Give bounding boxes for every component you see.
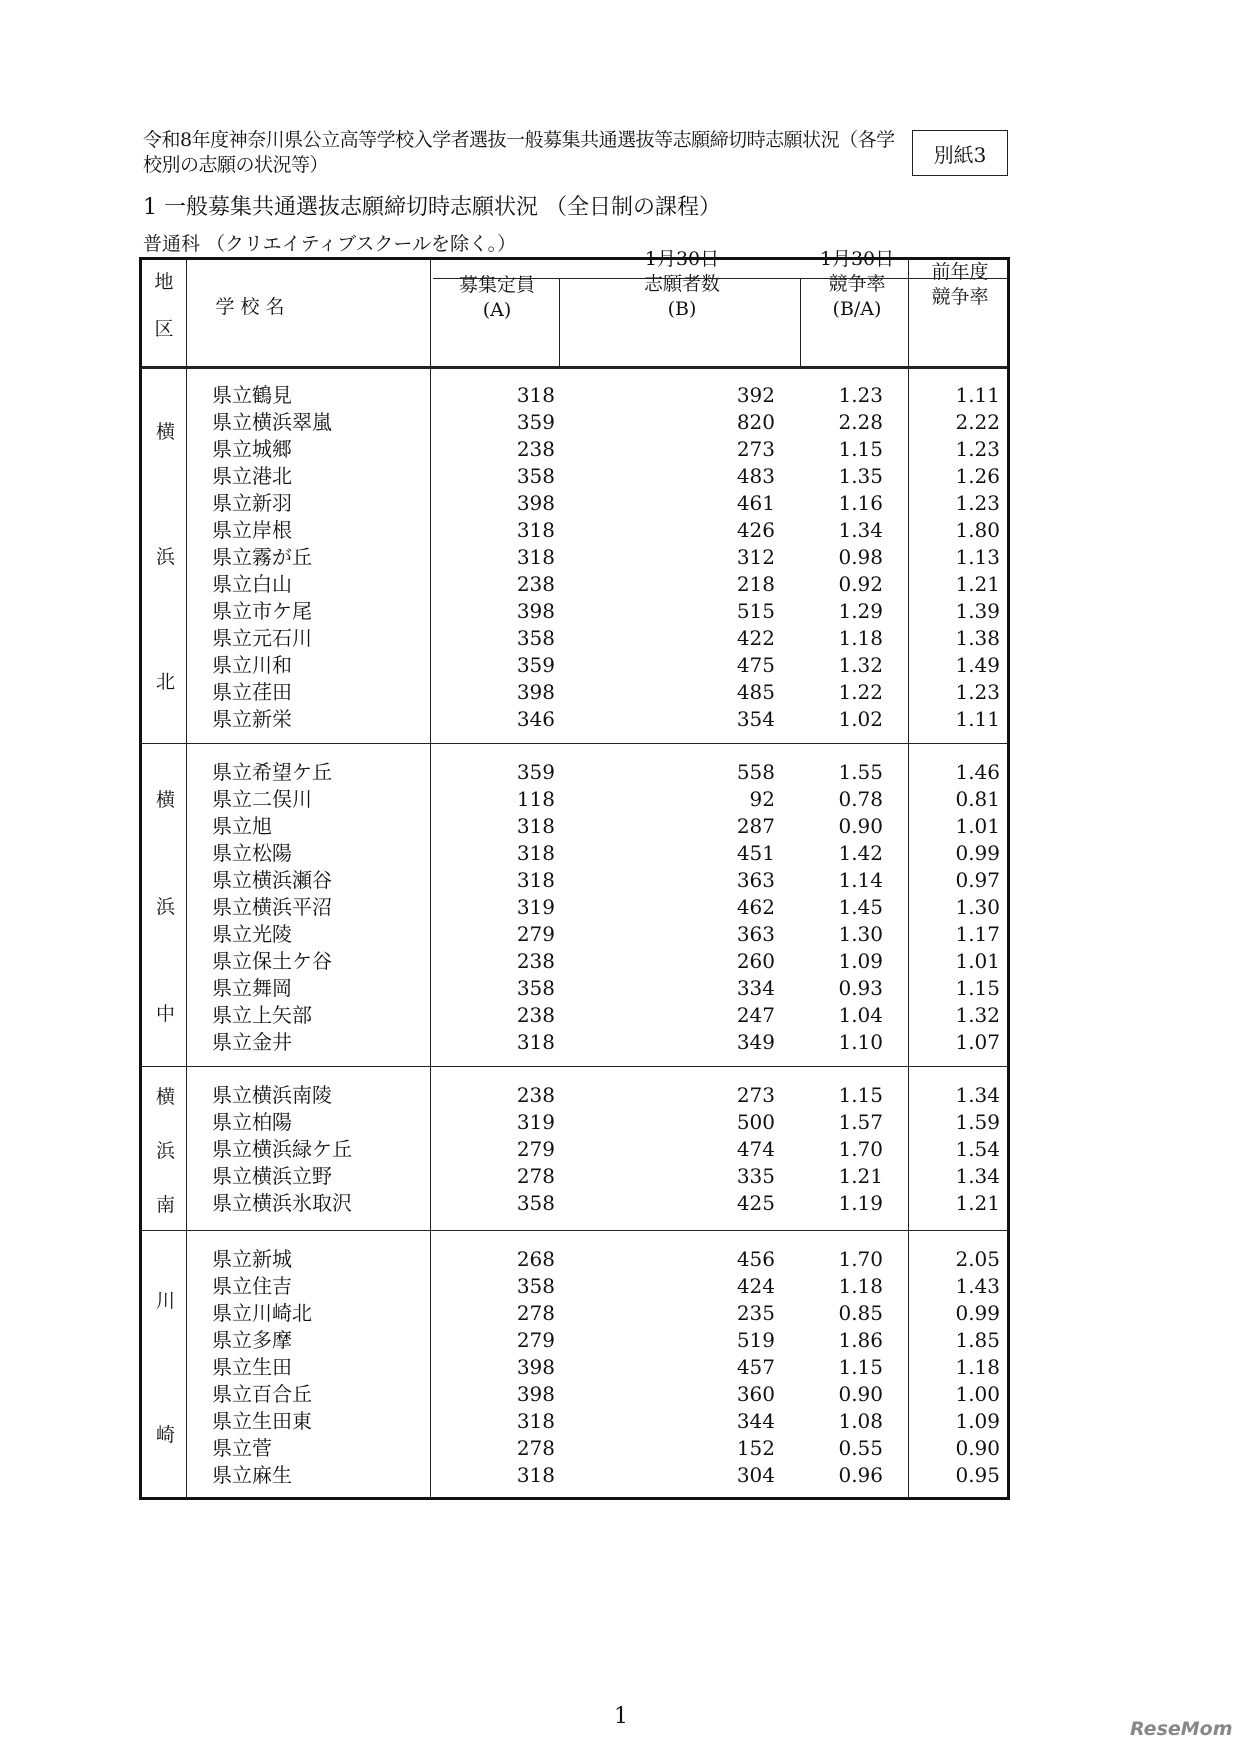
school-name: 県立霧が丘 [212, 545, 312, 569]
applicants-value: 363 [736, 868, 775, 892]
prev-ratio-value: 1.34 [955, 1083, 1000, 1107]
capacity-value: 318 [516, 868, 555, 892]
applicants-value: 92 [749, 787, 775, 811]
ratio-value: 1.70 [838, 1247, 883, 1271]
applicants-value: 457 [736, 1355, 775, 1379]
table-row [142, 1327, 1007, 1354]
school-name: 県立多摩 [212, 1328, 292, 1352]
prev-ratio-value: 0.90 [955, 1436, 1000, 1460]
table-row [142, 1163, 1007, 1190]
school-name: 県立金井 [212, 1030, 292, 1054]
school-name: 県立二俣川 [212, 787, 312, 811]
school-name: 県立鶴見 [212, 383, 292, 407]
table-row [142, 1082, 1007, 1109]
prev-ratio-value: 1.43 [955, 1274, 1000, 1298]
region-char: 横 [155, 421, 175, 443]
applicants-value: 820 [736, 410, 775, 434]
prev-ratio-value: 1.13 [955, 545, 1000, 569]
region-char: 浜 [155, 546, 175, 568]
ratio-value: 1.15 [838, 1083, 883, 1107]
ratio-value: 1.04 [838, 1003, 883, 1027]
capacity-value: 238 [516, 1003, 555, 1027]
header-applicants [562, 243, 802, 341]
applicants-value: 218 [736, 572, 775, 596]
header-ratio [803, 243, 911, 341]
region-char: 横 [155, 789, 175, 811]
table-row [142, 786, 1007, 813]
capacity-value: 318 [516, 1409, 555, 1433]
table-row [142, 706, 1007, 733]
capacity-value: 359 [516, 653, 555, 677]
prev-ratio-value: 1.80 [955, 518, 1000, 542]
capacity-value: 358 [516, 626, 555, 650]
applicants-value: 424 [736, 1274, 775, 1298]
header-subline [433, 278, 1007, 279]
school-name: 県立菅 [212, 1436, 272, 1460]
prev-ratio-value: 0.97 [955, 868, 1000, 892]
capacity-value: 359 [516, 410, 555, 434]
table-row [142, 1354, 1007, 1381]
ratio-value: 1.02 [838, 707, 883, 731]
region-char: 浜 [155, 896, 175, 918]
applicants-value: 500 [736, 1110, 775, 1134]
capacity-value: 238 [516, 572, 555, 596]
ratio-value: 1.19 [838, 1191, 883, 1215]
capacity-value: 398 [516, 1355, 555, 1379]
applicants-value: 425 [736, 1191, 775, 1215]
prev-ratio-value: 1.34 [955, 1164, 1000, 1188]
capacity-value: 118 [516, 787, 555, 811]
table-row [142, 1381, 1007, 1408]
table-row [142, 1462, 1007, 1489]
capacity-value: 358 [516, 1191, 555, 1215]
header-prev-1: 前年度 [931, 261, 989, 283]
prev-ratio-value: 1.00 [955, 1382, 1000, 1406]
prev-ratio-value: 1.23 [955, 680, 1000, 704]
header-area-1: 地 [154, 271, 174, 293]
region-char: 浜 [155, 1139, 175, 1162]
table-row [142, 1190, 1007, 1217]
header-ratio-1: 1月30日 [819, 248, 895, 270]
ratio-value: 1.30 [838, 922, 883, 946]
table-row [142, 975, 1007, 1002]
capacity-value: 318 [516, 383, 555, 407]
school-name: 県立横浜氷取沢 [212, 1191, 352, 1215]
ratio-value: 1.16 [838, 491, 883, 515]
capacity-value: 318 [516, 841, 555, 865]
prev-ratio-value: 0.81 [955, 787, 1000, 811]
school-name: 県立横浜緑ケ丘 [212, 1137, 352, 1161]
prev-ratio-value: 0.99 [955, 1301, 1000, 1325]
capacity-value: 358 [516, 464, 555, 488]
school-name: 県立柏陽 [212, 1110, 292, 1134]
applicants-value: 247 [736, 1003, 775, 1027]
prev-ratio-value: 0.95 [955, 1463, 1000, 1487]
table-row [142, 813, 1007, 840]
applicants-value: 515 [736, 599, 775, 623]
ratio-value: 1.18 [838, 626, 883, 650]
applicants-value: 363 [736, 922, 775, 946]
school-name: 県立舞岡 [212, 976, 292, 1000]
ratio-value: 1.08 [838, 1409, 883, 1433]
table-row [142, 1273, 1007, 1300]
applicants-value: 422 [736, 626, 775, 650]
ratio-value: 1.35 [838, 464, 883, 488]
ratio-value: 1.32 [838, 653, 883, 677]
table-row [142, 894, 1007, 921]
header-capacity-1: 募集定員 [458, 274, 535, 296]
header-applicants-3: (B) [667, 298, 697, 320]
capacity-value: 318 [516, 814, 555, 838]
table-row [142, 544, 1007, 571]
section-heading: 1 一般募集共通選抜志願締切時志願状況 （全日制の課程） [143, 195, 721, 220]
ratio-value: 1.45 [838, 895, 883, 919]
capacity-value: 398 [516, 491, 555, 515]
table-row [142, 517, 1007, 544]
applicants-value: 558 [736, 760, 775, 784]
region-char: 北 [155, 671, 175, 693]
ratio-value: 1.29 [838, 599, 883, 623]
capacity-value: 318 [516, 518, 555, 542]
ratio-value: 1.09 [838, 949, 883, 973]
school-name: 県立横浜翠嵐 [212, 410, 332, 434]
region-char: 中 [155, 1003, 175, 1025]
capacity-value: 318 [516, 1463, 555, 1487]
applicants-value: 456 [736, 1247, 775, 1271]
region-section [142, 745, 1007, 1066]
applicants-value: 152 [736, 1436, 775, 1460]
prev-ratio-value: 1.32 [955, 1003, 1000, 1027]
header-area [142, 260, 186, 366]
capacity-value: 398 [516, 1382, 555, 1406]
prev-ratio-value: 1.01 [955, 814, 1000, 838]
table-row [142, 1435, 1007, 1462]
capacity-value: 319 [516, 1110, 555, 1134]
prev-ratio-value: 1.15 [955, 976, 1000, 1000]
table-row [142, 1002, 1007, 1029]
capacity-value: 318 [516, 1030, 555, 1054]
table-row [142, 1109, 1007, 1136]
applicants-divider [800, 278, 801, 366]
header-school: 学 校 名 [215, 296, 285, 318]
ratio-value: 1.55 [838, 760, 883, 784]
ratio-value: 0.90 [838, 1382, 883, 1406]
applicants-value: 392 [736, 383, 775, 407]
table-row [142, 436, 1007, 463]
table-row [142, 759, 1007, 786]
prev-ratio-value: 1.49 [955, 653, 1000, 677]
capacity-value: 398 [516, 599, 555, 623]
ratio-value: 0.85 [838, 1301, 883, 1325]
ratio-value: 2.28 [838, 410, 883, 434]
header-capacity [433, 243, 561, 367]
capacity-value: 278 [516, 1436, 555, 1460]
prev-ratio-value: 1.11 [955, 707, 1000, 731]
header-capacity-2: (A) [482, 299, 512, 321]
school-name: 県立横浜南陵 [212, 1083, 332, 1107]
school-name: 県立白山 [212, 572, 292, 596]
ratio-value: 1.15 [838, 1355, 883, 1379]
region-section [142, 368, 1007, 743]
ratio-value: 0.96 [838, 1463, 883, 1487]
header-area-2: 区 [154, 318, 174, 340]
school-name: 県立川和 [212, 653, 292, 677]
prev-ratio-value: 2.05 [955, 1247, 1000, 1271]
school-name: 県立岸根 [212, 518, 292, 542]
region-section [142, 1068, 1007, 1230]
table-row [142, 1300, 1007, 1327]
prev-ratio-value: 1.85 [955, 1328, 1000, 1352]
applicants-value: 451 [736, 841, 775, 865]
capacity-value: 238 [516, 1083, 555, 1107]
prev-ratio-value: 1.09 [955, 1409, 1000, 1433]
prev-ratio-value: 2.22 [955, 410, 1000, 434]
applicants-value: 462 [736, 895, 775, 919]
capacity-value: 278 [516, 1164, 555, 1188]
table-row [142, 382, 1007, 409]
school-name: 県立住吉 [212, 1274, 292, 1298]
school-name: 県立横浜瀬谷 [212, 868, 332, 892]
ratio-value: 1.70 [838, 1137, 883, 1161]
school-name: 県立川崎北 [212, 1301, 312, 1325]
capacity-value: 358 [516, 1274, 555, 1298]
section-divider [142, 1230, 1007, 1231]
school-name: 県立光陵 [212, 922, 292, 946]
header-prev-2: 競争率 [931, 286, 989, 308]
prev-ratio-value: 1.11 [955, 383, 1000, 407]
school-name: 県立新羽 [212, 491, 292, 515]
capacity-value: 279 [516, 1137, 555, 1161]
school-name: 県立保土ケ谷 [212, 949, 332, 973]
school-name: 県立生田 [212, 1355, 292, 1379]
ratio-value: 1.22 [838, 680, 883, 704]
region-char: 横 [155, 1085, 175, 1108]
capacity-value: 358 [516, 976, 555, 1000]
applicants-value: 312 [736, 545, 775, 569]
school-name: 県立希望ケ丘 [212, 760, 332, 784]
school-name: 県立上矢部 [212, 1003, 312, 1027]
sub-heading: 普通科 （クリエイティブスクールを除く。） [143, 233, 517, 255]
ratio-value: 0.55 [838, 1436, 883, 1460]
section-divider [142, 1066, 1007, 1067]
school-name: 県立元石川 [212, 626, 312, 650]
applicants-value: 485 [736, 680, 775, 704]
school-name: 県立百合丘 [212, 1382, 312, 1406]
school-name: 県立生田東 [212, 1409, 312, 1433]
region-section [142, 1232, 1007, 1500]
watermark-logo: ReseMom [1130, 1718, 1233, 1740]
region-char: 崎 [155, 1423, 175, 1446]
prev-ratio-value: 1.23 [955, 437, 1000, 461]
capacity-value: 238 [516, 949, 555, 973]
header-ratio-2: 競争率 [828, 273, 886, 295]
table-row [142, 679, 1007, 706]
applicants-value: 273 [736, 437, 775, 461]
ratio-value: 0.90 [838, 814, 883, 838]
school-name: 県立麻生 [212, 1463, 292, 1487]
header-ratio-3: (B/A) [832, 298, 882, 320]
prev-ratio-value: 1.17 [955, 922, 1000, 946]
capacity-value: 346 [516, 707, 555, 731]
table-row [142, 652, 1007, 679]
ratio-value: 1.21 [838, 1164, 883, 1188]
applicants-value: 474 [736, 1137, 775, 1161]
table-row [142, 571, 1007, 598]
capacity-value: 279 [516, 922, 555, 946]
header-prev [912, 260, 1008, 366]
table-row [142, 1408, 1007, 1435]
table-row [142, 490, 1007, 517]
prev-ratio-value: 1.23 [955, 491, 1000, 515]
prev-ratio-value: 1.39 [955, 599, 1000, 623]
capacity-value: 318 [516, 545, 555, 569]
ratio-value: 1.15 [838, 437, 883, 461]
table-row [142, 625, 1007, 652]
capacity-value: 398 [516, 680, 555, 704]
school-name: 県立新城 [212, 1247, 292, 1271]
school-name: 県立横浜立野 [212, 1164, 332, 1188]
applicants-value: 260 [736, 949, 775, 973]
table-row [142, 409, 1007, 436]
ratio-value: 0.93 [838, 976, 883, 1000]
page-number: 1 [614, 1704, 628, 1729]
capacity-value: 268 [516, 1247, 555, 1271]
applicants-value: 354 [736, 707, 775, 731]
applicants-value: 349 [736, 1030, 775, 1054]
table-row [142, 840, 1007, 867]
prev-ratio-value: 1.01 [955, 949, 1000, 973]
applicants-value: 335 [736, 1164, 775, 1188]
applicants-value: 235 [736, 1301, 775, 1325]
section-divider [142, 743, 1007, 744]
prev-ratio-value: 1.46 [955, 760, 1000, 784]
applicants-value: 344 [736, 1409, 775, 1433]
applicants-value: 287 [736, 814, 775, 838]
applicants-value: 304 [736, 1463, 775, 1487]
school-name: 県立松陽 [212, 841, 292, 865]
prev-ratio-value: 1.59 [955, 1110, 1000, 1134]
ratio-value: 0.78 [838, 787, 883, 811]
applicants-value: 273 [736, 1083, 775, 1107]
ratio-value: 1.18 [838, 1274, 883, 1298]
school-name: 県立旭 [212, 814, 272, 838]
ratio-value: 1.10 [838, 1030, 883, 1054]
table-row [142, 598, 1007, 625]
applicants-value: 360 [736, 1382, 775, 1406]
table-row [142, 1246, 1007, 1273]
table-row [142, 921, 1007, 948]
capacity-divider [559, 278, 560, 366]
header-applicants-2: 志願者数 [643, 273, 720, 295]
prev-ratio-value: 1.26 [955, 464, 1000, 488]
table-row [142, 867, 1007, 894]
region-char: 南 [155, 1193, 175, 1216]
ratio-value: 1.34 [838, 518, 883, 542]
school-name: 県立横浜平沼 [212, 895, 332, 919]
applicants-value: 334 [736, 976, 775, 1000]
capacity-value: 359 [516, 760, 555, 784]
prev-ratio-value: 1.38 [955, 626, 1000, 650]
capacity-value: 238 [516, 437, 555, 461]
school-name: 県立城郷 [212, 437, 292, 461]
header-applicants-1: 1月30日 [644, 248, 720, 270]
prev-ratio-value: 1.30 [955, 895, 1000, 919]
table-row [142, 948, 1007, 975]
capacity-value: 278 [516, 1301, 555, 1325]
document-title: 令和8年度神奈川県公立高等学校入学者選抜一般募集共通選抜等志願締切時志願状況（各学校別の志願の状況等） [143, 129, 895, 176]
school-name: 県立市ケ尾 [212, 599, 312, 623]
table-row [142, 1136, 1007, 1163]
prev-ratio-value: 1.54 [955, 1137, 1000, 1161]
table-row [142, 1029, 1007, 1056]
ratio-value: 1.23 [838, 383, 883, 407]
school-name: 県立荏田 [212, 680, 292, 704]
prev-ratio-value: 0.99 [955, 841, 1000, 865]
applicants-value: 426 [736, 518, 775, 542]
capacity-value: 319 [516, 895, 555, 919]
ratio-value: 1.42 [838, 841, 883, 865]
prev-ratio-value: 1.21 [955, 1191, 1000, 1215]
ratio-value: 1.14 [838, 868, 883, 892]
ratio-value: 1.86 [838, 1328, 883, 1352]
applicants-value: 461 [736, 491, 775, 515]
school-name: 県立港北 [212, 464, 292, 488]
applicants-value: 519 [736, 1328, 775, 1352]
ratio-value: 0.92 [838, 572, 883, 596]
table-row [142, 463, 1007, 490]
prev-ratio-value: 1.21 [955, 572, 1000, 596]
applications-table [139, 248, 1010, 1500]
region-char: 川 [155, 1289, 175, 1312]
school-name: 県立新栄 [212, 707, 292, 731]
ratio-value: 0.98 [838, 545, 883, 569]
attachment-badge: 別紙3 [912, 130, 1008, 176]
ratio-value: 1.57 [838, 1110, 883, 1134]
capacity-value: 279 [516, 1328, 555, 1352]
applicants-value: 475 [736, 653, 775, 677]
prev-ratio-value: 1.07 [955, 1030, 1000, 1054]
prev-ratio-value: 1.18 [955, 1355, 1000, 1379]
applicants-value: 483 [736, 464, 775, 488]
